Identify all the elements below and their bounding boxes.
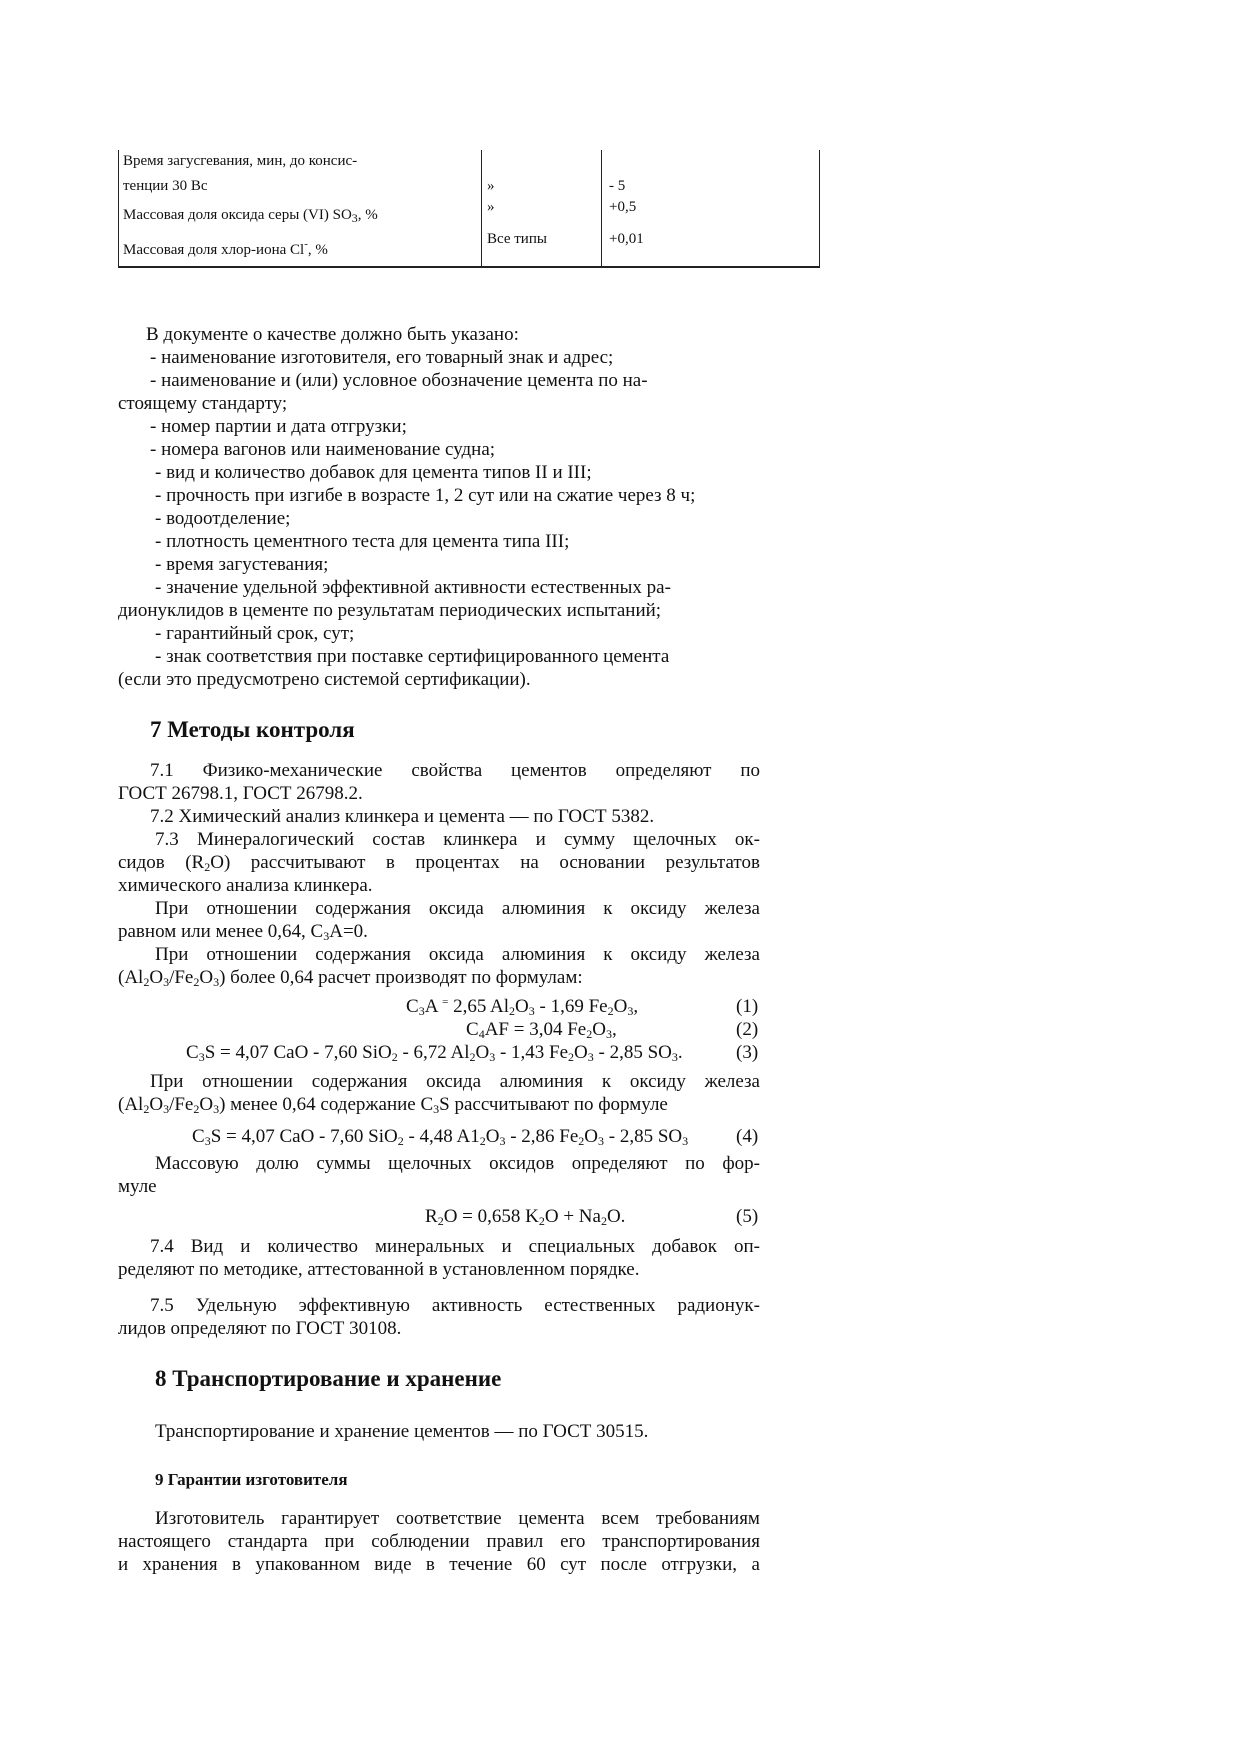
p-mass-line1: Массовую долю суммы щелочных оксидов определяют по фор- [155, 1153, 760, 1174]
section-9-line2: настоящего стандарта при соблюдении правил его транспортирования [118, 1531, 760, 1552]
section-8-title: 8 Транспортирование и хранение [155, 1366, 502, 1391]
doc-list-item: дионуклидов в цементе по результатам периодических испытаний; [118, 600, 662, 621]
doc-list-item: (если это предусмотрено системой сертификации). [118, 669, 531, 690]
table-row1-type: » [487, 178, 495, 194]
formula-4-number: (4) [736, 1126, 759, 1147]
p-ratio2-line1: При отношении содержания оксида алюминия к оксиду железа [155, 944, 760, 965]
doc-list-item: - вид и количество добавок для цемента типов II и III; [155, 462, 592, 483]
doc-list-item: - плотность цементного теста для цемента типа III; [155, 531, 570, 552]
p-ratio3-line1: При отношении содержания оксида алюминия к оксиду железа [150, 1071, 760, 1092]
doc-list-item: - время загустевания; [155, 554, 329, 575]
p72: 7.2 Химический анализ клинкера и цемента — по ГОСТ 5382. [150, 806, 655, 827]
formula-3: $C_3S = 4,07$ CaO - 7,60 SiO$_2$ - 6,72 $Al_2O_3 - 1,43$ $Fe_2O_3 - 2,85$ $SO_3$. [186, 1042, 683, 1064]
doc-list-item: - водоотделение; [155, 508, 291, 529]
doc-list-item: - знак соответствия при поставке сертифицированного цемента [155, 646, 670, 667]
requirements-table [118, 150, 820, 268]
table-row2-value: +0,5 [609, 199, 637, 215]
p-ratio3-line2: $(Al_2O_3/Fe_2O_3)$ менее 0,64 содержание $C_3S$ рассчитывают по формуле [118, 1094, 668, 1116]
table-row3-name: Массовая доля хлор-иона Cl-, % [123, 238, 328, 258]
p-ratio1-line2: равном или менее 0,64, $C_3A=0$. [118, 921, 368, 943]
p74-line2: ределяют по методике, аттестованной в установленном порядке. [118, 1259, 640, 1280]
section-7-title: 7 Методы контроля [150, 717, 355, 742]
table-column-divider [481, 150, 482, 266]
table-row3-value: +0,01 [609, 231, 644, 247]
p-ratio2-line2: $(Al_2O_3/Fe_2O_3)$ более 0,64 расчет производят по формулам: [118, 967, 583, 989]
section-9-line3: и хранения в упакованном виде в течение 60 сут после отгрузки, а [118, 1554, 760, 1575]
doc-list-item: - наименование и (или) условное обозначение цемента по на- [150, 370, 648, 391]
table-row1-name-line1: Время загусгевания, мин, до консис- [123, 153, 358, 169]
formula-2-number: (2) [736, 1019, 759, 1040]
table-row2-name: Массовая доля оксида серы (VI) $SO_3$, % [123, 207, 378, 225]
section-9-line1: Изготовитель гарантирует соответствие цемента всем требованиям [155, 1508, 760, 1529]
doc-list-item: - номер партии и дата отгрузки; [150, 416, 407, 437]
formula-5-number: (5) [736, 1206, 759, 1227]
formula-1-number: (1) [736, 996, 759, 1017]
p71-line1: 7.1 Физико-механические свойства цементов определяют по [150, 760, 760, 781]
section-8-text: Транспортирование и хранение цементов — по ГОСТ 30515. [155, 1421, 649, 1442]
doc-list-item: стоящему стандарту; [118, 393, 288, 414]
table-row1-value: - 5 [609, 178, 626, 194]
doc-list-item: - значение удельной эффективной активности естественных ра- [155, 577, 671, 598]
formula-3-number: (3) [736, 1042, 759, 1063]
p75-line2: лидов определяют по ГОСТ 30108. [118, 1318, 402, 1339]
p74-line1: 7.4 Вид и количество минеральных и специальных добавок оп- [150, 1236, 760, 1257]
table-row2-type: » [487, 199, 495, 215]
p-mass-line2: муле [118, 1176, 157, 1197]
p73-line3: химического анализа клинкера. [118, 875, 373, 896]
formula-2: $C_4AF = 3,04$ $Fe_2O_3$, [466, 1019, 617, 1041]
table-row3-type: Все типы [487, 231, 547, 247]
section-9-title: 9 Гарантии изготовителя [155, 1470, 348, 1489]
doc-list-intro: В документе о качестве должно быть указано: [146, 324, 519, 345]
table-column-divider [601, 150, 602, 266]
doc-list-item: - номера вагонов или наименование судна; [150, 439, 496, 460]
table-row1-name-line2: тенции 30 Вс [123, 178, 208, 194]
formula-1: $C_3A$ = 2,65 $Al_2O_3 - 1,69$ $Fe_2O_3$, [406, 996, 639, 1018]
formula-5: $R_2O = 0,658$ $K_2O + Na_2O$. [425, 1206, 626, 1228]
p73-line1: 7.3 Минералогический состав клинкера и сумму щелочных ок- [155, 829, 760, 850]
p73-line2: сидов $(R_2O)$ рассчитывают в процентах на основании результатов [118, 852, 760, 874]
doc-list-item: - наименование изготовителя, его товарный знак и адрес; [150, 347, 614, 368]
doc-list-item: - прочность при изгибе в возрасте 1, 2 сут или на сжатие через 8 ч; [155, 485, 696, 506]
p-ratio1-line1: При отношении содержания оксида алюминия к оксиду железа [155, 898, 760, 919]
formula-4: $C_3S = 4,07$ CaO - 7,60 SiO$_2$ - 4,48 $A1_2O_3 - 2,86$ $Fe_2O_3 - 2,85$ $SO_3$ [192, 1126, 689, 1148]
doc-list-item: - гарантийный срок, сут; [155, 623, 355, 644]
p71-line2: ГОСТ 26798.1, ГОСТ 26798.2. [118, 783, 363, 804]
p75-line1: 7.5 Удельную эффективную активность естественных радионук- [150, 1295, 760, 1316]
